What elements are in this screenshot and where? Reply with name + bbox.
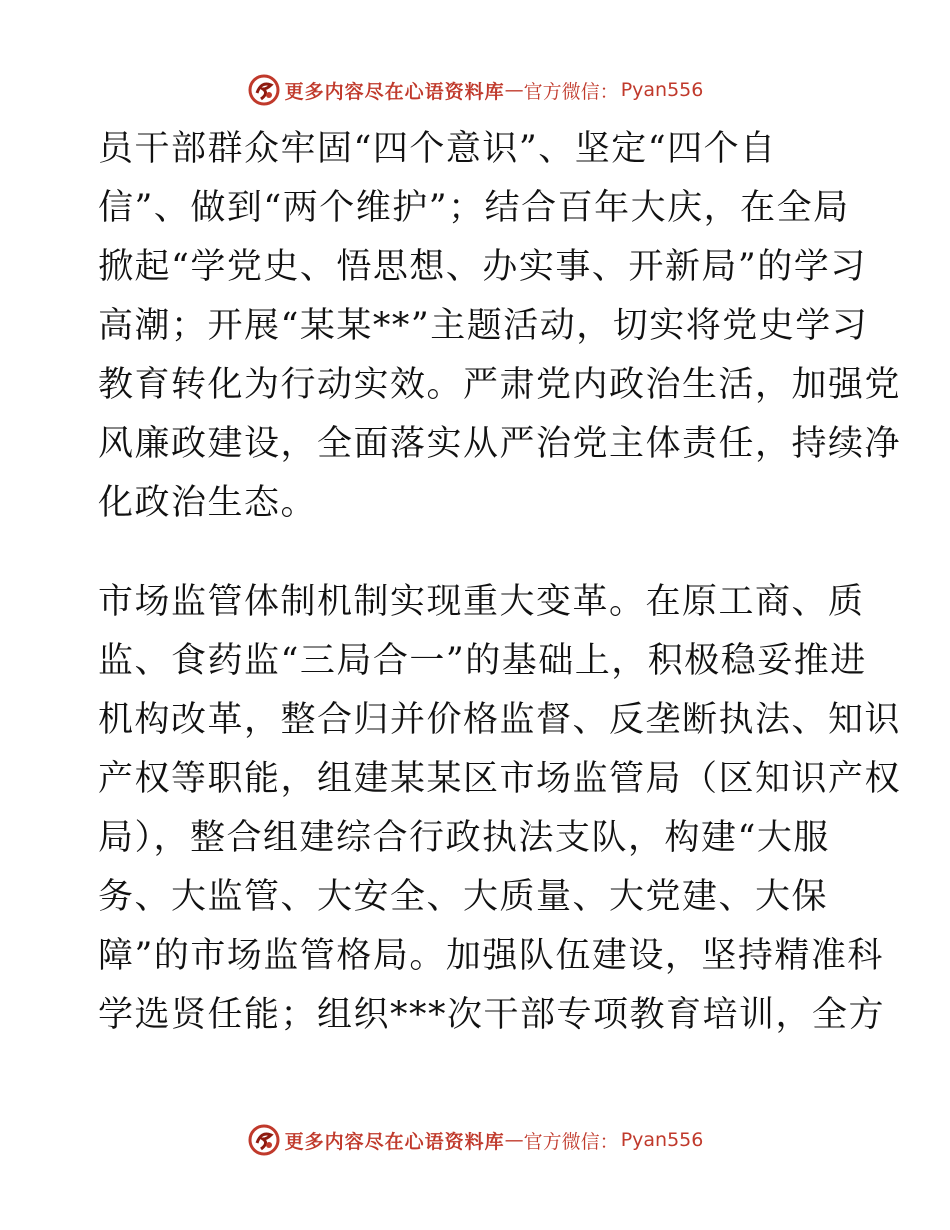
text-line: 障”的市场监管格局。加强队伍建设，坚持精准科 bbox=[98, 936, 884, 976]
text-line: 员干部群众牢固“四个意识”、坚定“四个自 bbox=[98, 129, 777, 169]
text-line: 掀起“学党史、悟思想、办实事、开新局”的学习 bbox=[98, 247, 867, 287]
text-line: 产权等职能，组建某某区市场监管局（区知识产权 bbox=[98, 759, 902, 799]
brain-logo-icon bbox=[247, 1123, 281, 1157]
text-line: 高潮；开展“某某**”主题活动，切实将党史学习 bbox=[98, 306, 869, 346]
watermark-dash: — bbox=[504, 1129, 524, 1151]
text-line: 机构改革，整合归并价格监督、反垄断执法、知识 bbox=[98, 700, 902, 740]
watermark-dash: — bbox=[504, 79, 524, 101]
text-line: 监、食药监“三局合一”的基础上，积极稳妥推进 bbox=[98, 641, 867, 681]
brain-logo-icon bbox=[247, 73, 281, 107]
paragraph-1 bbox=[98, 120, 902, 533]
footer-watermark bbox=[0, 1120, 950, 1160]
text-line: 信”、做到“两个维护”；结合百年大庆，在全局 bbox=[98, 188, 850, 228]
watermark-wechat-label: 官方微信： bbox=[523, 80, 619, 103]
document-body bbox=[98, 120, 902, 1045]
text-line: 局），整合组建综合行政执法支队，构建“大服 bbox=[98, 818, 830, 858]
text-line: 教育转化为行动实效。严肃党内政治生活，加强党 bbox=[98, 365, 902, 405]
watermark-main-text: 更多内容尽在心语资料库 bbox=[284, 1130, 505, 1153]
watermark-wechat-id: Pyan556 bbox=[620, 1129, 704, 1151]
watermark-wechat-label: 官方微信： bbox=[523, 1130, 619, 1153]
watermark-wechat-id: Pyan556 bbox=[620, 79, 704, 101]
text-line: 市场监管体制机制实现重大变革。在原工商、质 bbox=[98, 582, 865, 622]
text-line: 学选贤任能；组织***次干部专项教育培训，全方 bbox=[98, 995, 886, 1035]
paragraph-gap bbox=[98, 533, 858, 573]
text-line: 化政治生态。 bbox=[98, 483, 318, 523]
header-watermark bbox=[0, 70, 950, 110]
text-line: 风廉政建设，全面落实从严治党主体责任，持续净 bbox=[98, 424, 902, 464]
paragraph-2 bbox=[98, 573, 902, 1045]
watermark-main-text: 更多内容尽在心语资料库 bbox=[284, 80, 505, 103]
text-line: 务、大监管、大安全、大质量、大党建、大保 bbox=[98, 877, 829, 917]
